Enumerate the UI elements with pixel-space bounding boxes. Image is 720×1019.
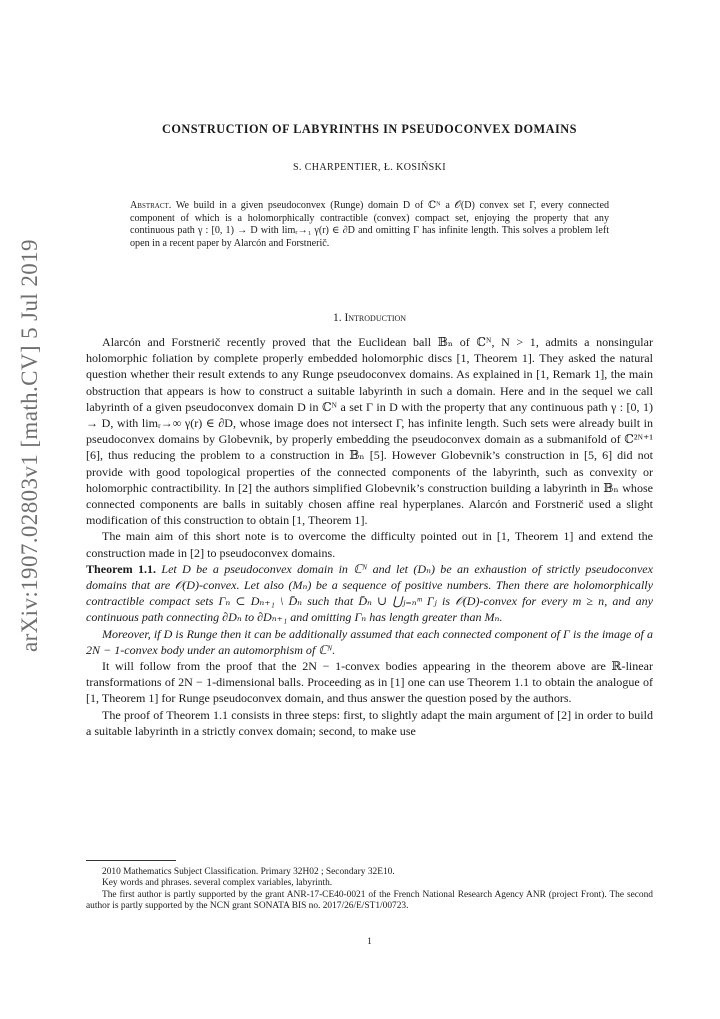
footnote-keywords: Key words and phrases. several complex variables, labyrinth.	[102, 878, 333, 889]
footnote-rule	[86, 860, 176, 861]
footnote-funding: The first author is partly supported by the grant ANR-17-CE40-0021 of the French National Research Agency ANR (project Front). The second author is partly supported by the NCN grant SONATA BIS no. 2017/26/E/ST1/00723.	[86, 889, 653, 912]
section-heading: 1. Introduction	[332, 312, 407, 324]
footnote-msc: 2010 Mathematics Subject Classification. Primary 32H02 ; Secondary 32E10.	[102, 867, 395, 877]
body-text	[86, 334, 653, 739]
authors: S. CHARPENTIER, Ł. KOSIŃSKI	[292, 162, 447, 173]
theorem-statement	[86, 561, 653, 626]
abstract-label: Abstract.	[130, 200, 172, 211]
theorem-text: Let D be a pseudoconvex domain in ℂᴺ and let (Dₙ) be an exhaustion of strictly pseudoconvex domains that are 𝒪(D)-convex. Let also (Mₙ) be a sequence of positive numbers. Then there are holomorphically contractible compact sets Γₙ ⊂ Dₙ₊₁ \ D̄ₙ such that D̄ₙ ∪ ⋃ⱼ₌ₙᵐ Γⱼ is 𝒪(D)-convex for every m ≥ n, and any continuous path connecting ∂Dₙ to ∂Dₙ₊₁ and omitting Γₙ has length greater than Mₙ.	[86, 561, 653, 625]
theorem-moreover: Moreover, if D is Runge then it can be additionally assumed that each connected component of Γ is the image of a 2N − 1-convex body under an automorphism of ℂᴺ.	[86, 626, 653, 657]
paragraph-aim: The main aim of this short note is to overcome the difficulty pointed out in [1, Theorem 1] and extend the construction made in [2] to pseudoconvex domains.	[86, 529, 653, 560]
footnotes	[86, 867, 653, 913]
abstract-text: We build in a given pseudoconvex (Runge) domain D of ℂᴺ a 𝒪(D) convex set Γ, every connected component of which is a holomorphically contractible (convex) compact set, enjoying the property that any continuous path γ : [0, 1) → D with limᵣ→₁ γ(r) ∈ ∂D and omitting Γ has infinite length. This solves a problem left open in a recent paper by Alarcón and Forstnerič.	[130, 200, 609, 249]
theorem-label: Theorem 1.1.	[86, 561, 157, 576]
paragraph-intro: Alarcón and Forstnerič recently proved that the Euclidean ball 𝔹ₙ of ℂᴺ, N > 1, admits a nonsingular holomorphic foliation by complete properly embedded holomorphic discs [1, Theorem 1]. They asked the natural question whether their result extends to any Runge pseudoconvex domains. As explained in [1, Remark 1], the main obstruction that appears is how to construct a suitable labyrinth in such a domain. Here and in the sequel we call labyrinth of a given pseudoconvex domain D in ℂᴺ a set Γ in D with the property that any continuous path γ : [0, 1) → D, with limᵣ→∞ γ(r) ∈ ∂D, whose image does not intersect Γ, has infinite length. Such sets were already built in pseudoconvex domains by Globevnik, by properly embedding the pseudoconvex domain as a submanifold of ℂ²ᴺ⁺¹ [6], thus reducing the problem to a construction in 𝔹ₙ [5]. However Globevnik’s construction in [5, 6] did not provide with good topological properties of the connected components of the labyrinth, such as convexity or holomorphic contractibility. In [2] the authors simplified Globevnik’s construction building a labyrinth in 𝔹ₙ whose connected components are balls in suitably chosen affine real hyperplanes. Alarcón and Forstnerič used a slight modification of this construction to obtain [1, Theorem 1].	[86, 335, 653, 528]
paper-title: CONSTRUCTION OF LABYRINTHS IN PSEUDOCONVEX DOMAINS	[161, 122, 578, 136]
abstract	[130, 200, 609, 250]
paragraph-follow: It will follow from the proof that the 2N − 1-convex bodies appearing in the theorem above are ℝ-linear transformations of 2N − 1-dimensional balls. Proceeding as in [1] one can use Theorem 1.1 to obtain the analogue of [1, Theorem 1] for Runge pseudoconvex domain, and thus answer the question posed by the authors.	[86, 659, 653, 706]
page-number: 1	[367, 937, 372, 947]
paragraph-proof: The proof of Theorem 1.1 consists in three steps: first, to slightly adapt the main argument of [2] in order to build a suitable labyrinth in a strictly convex domain; second, to make use	[86, 707, 653, 738]
arxiv-side-stamp: arXiv:1907.02803v1 [math.CV] 5 Jul 2019	[17, 239, 42, 652]
